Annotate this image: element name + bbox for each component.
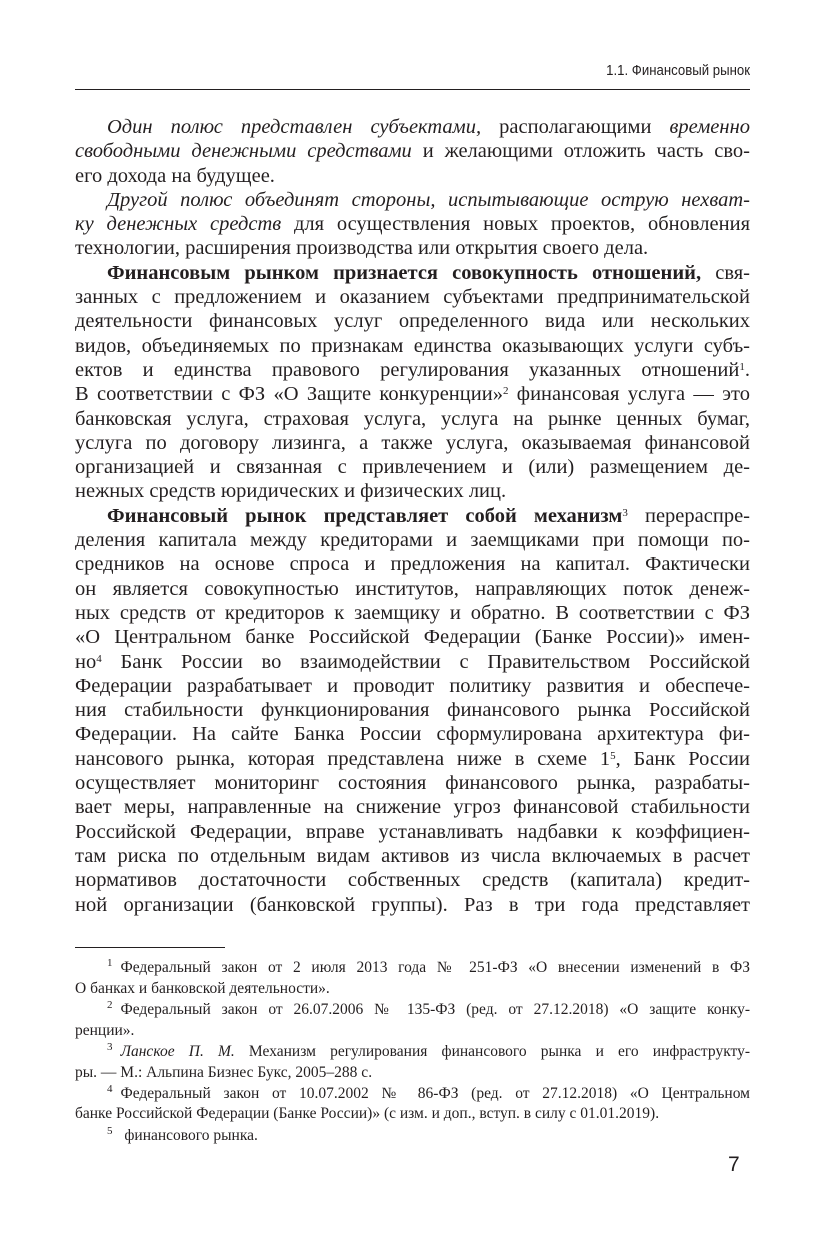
text-line bbox=[75, 601, 750, 625]
text-line bbox=[75, 552, 750, 576]
text-line bbox=[75, 747, 750, 771]
text-run: средников на основе спроса и предложения на капитал. Фактически bbox=[75, 553, 750, 576]
text-run: Федерации. На сайте Банка России сформулирована архитектура фи- bbox=[75, 723, 750, 746]
footnote-line bbox=[75, 1000, 750, 1021]
footnote-line bbox=[75, 979, 750, 1000]
footnote-ref: 3 bbox=[622, 506, 628, 519]
text-run: но bbox=[75, 650, 97, 673]
text-run: нансового рынка, которая представлена ниже в схеме 1 bbox=[75, 747, 611, 770]
text-line bbox=[75, 504, 750, 528]
text-run: Российской Федерации, вправе устанавливать надбавки к коэффициен- bbox=[75, 820, 750, 843]
text-line bbox=[75, 625, 750, 649]
text-line bbox=[75, 236, 750, 260]
text-run: банковская услуга, страховая услуга, услуга на рынке ценных бумаг, bbox=[75, 407, 750, 430]
text-line bbox=[75, 139, 750, 163]
footnote bbox=[75, 1084, 750, 1125]
text-run: ектов и единства правового регулирования указанных отношений bbox=[75, 358, 740, 381]
paragraph bbox=[75, 188, 750, 261]
footnote bbox=[75, 1126, 750, 1147]
text-run: Федерации разрабатывает и проводит политику развития и обеспече- bbox=[75, 674, 750, 697]
footnote bbox=[75, 1000, 750, 1041]
text-run: Ланское П. М. bbox=[120, 1042, 235, 1060]
footnote-ref: 4 bbox=[96, 652, 102, 665]
text-run: временно bbox=[669, 116, 750, 138]
text-run: технологии, расширения производства или открытия своего дела. bbox=[75, 237, 649, 260]
text-run: свя- bbox=[701, 261, 751, 284]
footnote-line bbox=[75, 1126, 750, 1147]
text-line bbox=[75, 334, 750, 358]
text-run: осуществляет мониторинг состояния финансового рынка, разрабаты- bbox=[75, 772, 750, 795]
footnote-ref: 5 bbox=[610, 749, 616, 762]
text-run: ной организации (банковской группы). Раз в три года представляет bbox=[75, 893, 750, 916]
footnote-ref: 2 bbox=[502, 385, 509, 398]
text-run: ных средств от кредиторов к заемщику и обратно. В соответствии с ФЗ bbox=[75, 601, 750, 624]
text-run: ры. — М.: Альпина Бизнес Букс, 2005–288 с. bbox=[75, 1063, 373, 1081]
text-run: и желающими отложить часть сво- bbox=[411, 140, 750, 163]
text-line bbox=[75, 407, 750, 431]
text-run: Механизм регулирования финансового рынка и его инфраструкту- bbox=[234, 1042, 751, 1060]
text-run: Финансовым рынком признается совокупность отношений, bbox=[107, 261, 702, 284]
footnote-number: 1 bbox=[107, 957, 113, 969]
text-run: Финансовый рынок представляет собой механизм bbox=[107, 504, 623, 527]
footnote-number: 2 bbox=[107, 998, 113, 1011]
body-text bbox=[75, 115, 750, 917]
text-line bbox=[75, 698, 750, 722]
footnote-line bbox=[75, 1021, 750, 1042]
running-header: 1.1. Финансовый рынок bbox=[606, 62, 750, 79]
text-line bbox=[75, 674, 750, 698]
text-run: В соответствии с ФЗ «О Защите конкуренции» bbox=[75, 383, 503, 406]
text-run: Банк России во взаимодействии с Правительством Российской bbox=[101, 650, 750, 673]
text-run: Другой полюс объединят стороны, испытывающие острую нехват- bbox=[107, 188, 750, 211]
text-run: финансового рынка. bbox=[120, 1126, 258, 1144]
paragraph bbox=[75, 261, 750, 504]
footnote-number: 4 bbox=[107, 1082, 113, 1095]
text-line bbox=[75, 844, 750, 868]
text-run: его дохода на будущее. bbox=[75, 164, 275, 187]
text-line bbox=[75, 455, 750, 479]
text-run: Один полюс представлен субъектами, bbox=[107, 116, 482, 138]
footnote-number: 5 bbox=[107, 1124, 113, 1137]
text-run: . bbox=[744, 358, 750, 381]
text-run: ренции». bbox=[75, 1021, 135, 1039]
text-line bbox=[75, 188, 750, 212]
text-line bbox=[75, 577, 750, 601]
text-run: , Банк России bbox=[615, 747, 750, 770]
text-line bbox=[75, 528, 750, 552]
text-run: услуга по договору лизинга, а также услуга, оказываемая финансовой bbox=[75, 431, 750, 454]
text-run: финансовая услуга — это bbox=[508, 383, 750, 406]
text-line bbox=[75, 212, 750, 236]
text-line bbox=[75, 358, 750, 382]
footnote-divider bbox=[75, 947, 225, 948]
text-run: видов, объединяемых по признакам единства оказывающих услуги субъ- bbox=[75, 334, 750, 357]
text-run: там риска по отдельным видам активов из числа включаемых в расчет bbox=[75, 844, 750, 867]
text-line bbox=[75, 309, 750, 333]
text-line bbox=[75, 382, 750, 406]
text-line bbox=[75, 722, 750, 746]
text-line bbox=[75, 893, 750, 917]
text-run: ку денежных средств bbox=[75, 213, 282, 236]
text-line bbox=[75, 115, 750, 139]
footnote-line bbox=[75, 1042, 750, 1063]
footnotes bbox=[75, 958, 750, 1147]
page-number: 7 bbox=[728, 1153, 740, 1176]
text-line bbox=[75, 431, 750, 455]
text-run: Федеральный закон от 10.07.2002 № 86-ФЗ (ред. от 27.12.2018) «О Центральном bbox=[120, 1084, 750, 1102]
text-run: он является совокупностью институтов, направляющих поток денеж- bbox=[75, 577, 750, 600]
text-line bbox=[75, 479, 750, 503]
footnote-number: 3 bbox=[107, 1040, 113, 1053]
text-run: нежных средств юридических и физических лиц. bbox=[75, 480, 507, 503]
text-line bbox=[75, 650, 750, 674]
text-run: располагающими bbox=[481, 116, 670, 138]
footnote-line bbox=[75, 1104, 750, 1125]
text-run: деятельности финансовых услуг определенного вида или нескольких bbox=[75, 310, 750, 333]
text-run: Федеральный закон от 26.07.2006 № 135-ФЗ (ред. от 27.12.2018) «О защите конку- bbox=[120, 1000, 750, 1018]
header-divider bbox=[75, 89, 750, 90]
text-run: банке Российской Федерации (Банке России)» (с изм. и доп., вступ. в силу с 01.01.2019). bbox=[75, 1105, 660, 1123]
text-run: занных с предложением и оказанием субъектами предпринимательской bbox=[75, 286, 750, 309]
footnote bbox=[75, 1042, 750, 1083]
footnote-ref: 1 bbox=[739, 360, 745, 373]
text-run: ния стабильности функционирования финансового рынка Российской bbox=[75, 699, 750, 722]
text-line bbox=[75, 771, 750, 795]
text-run: деления капитала между кредиторами и заемщиками при помощи по- bbox=[75, 529, 750, 552]
text-line bbox=[75, 820, 750, 844]
paragraph bbox=[75, 115, 750, 188]
text-run: перераспре- bbox=[627, 504, 751, 527]
text-run: для осуществления новых проектов, обновления bbox=[281, 213, 750, 236]
text-run: «О Центральном банке Российской Федерации (Банке России)» имен- bbox=[75, 626, 750, 649]
footnote-line bbox=[75, 958, 750, 979]
text-run: вает меры, направленные на снижение угроз финансовой стабильности bbox=[75, 796, 750, 819]
text-line bbox=[75, 261, 750, 285]
footnote bbox=[75, 958, 750, 999]
footnote-line bbox=[75, 1084, 750, 1105]
text-run: Федеральный закон от 2 июля 2013 года № 251-ФЗ «О внесении изменений в ФЗ bbox=[120, 959, 750, 976]
text-line bbox=[75, 795, 750, 819]
text-line bbox=[75, 164, 750, 188]
text-run: О банках и банковской деятельности». bbox=[75, 979, 330, 997]
text-run: свободными денежными средствами bbox=[75, 140, 412, 163]
text-line bbox=[75, 285, 750, 309]
text-line bbox=[75, 868, 750, 892]
paragraph bbox=[75, 504, 750, 917]
footnote-line bbox=[75, 1063, 750, 1084]
text-run: нормативов достаточности собственных средств (капитала) кредит- bbox=[75, 869, 750, 892]
text-run: организацией и связанная с привлечением и (или) размещением де- bbox=[75, 456, 750, 479]
